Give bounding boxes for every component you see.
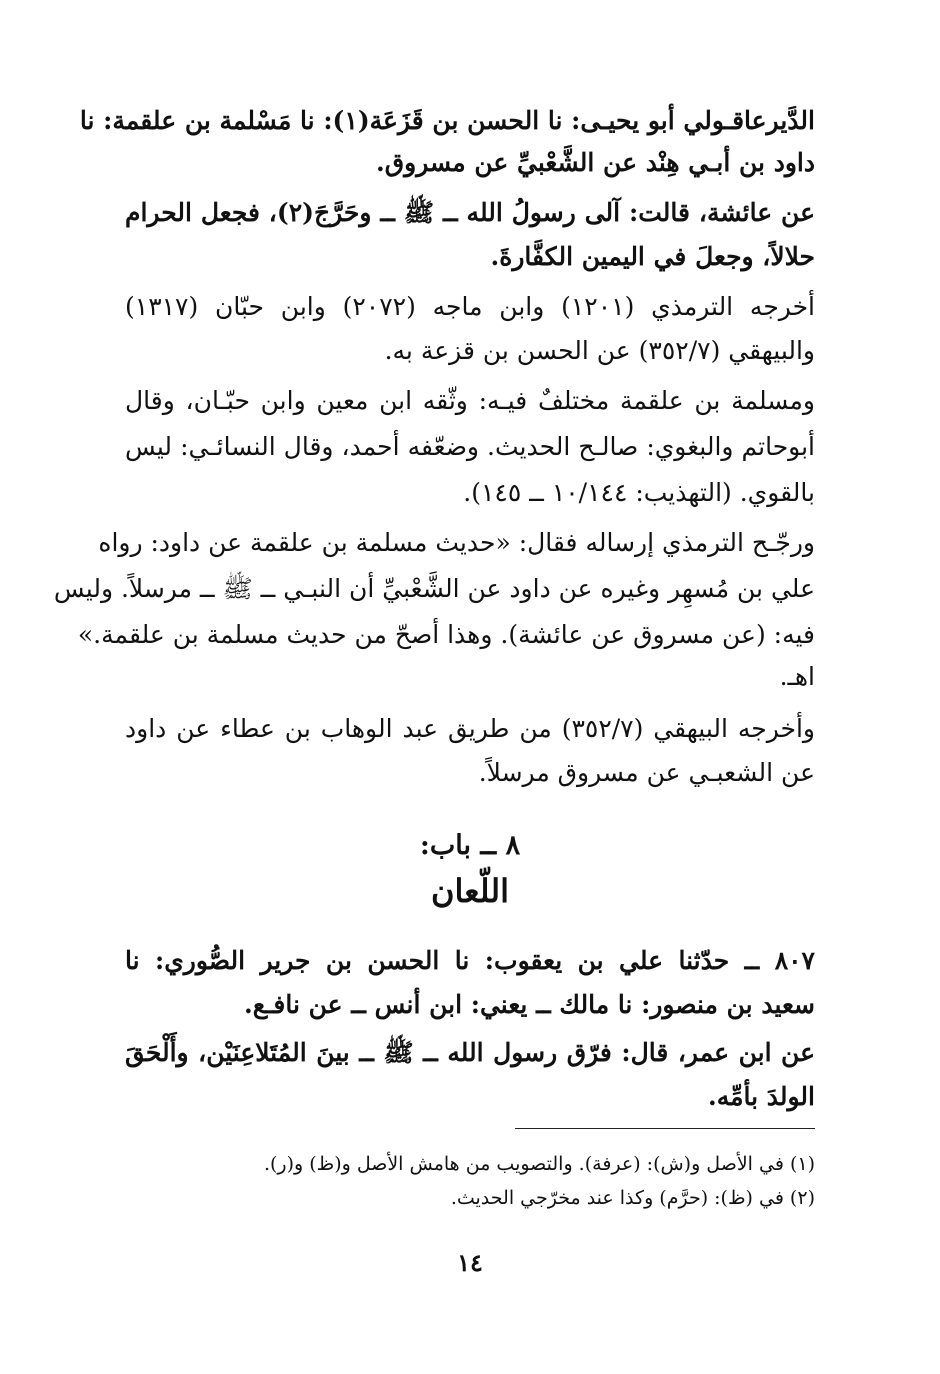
chapter-number: ٨ ــ باب: xyxy=(419,830,521,861)
text-line: ٨٠٧ ــ حدّثنا علي بن يعقوب: نا الحسن بن جرير الصُّوري: نا xyxy=(125,946,815,975)
text-line: الولدَ بأمِّه. xyxy=(708,1082,815,1111)
text-line: اهـ. xyxy=(779,662,815,691)
footnote-divider xyxy=(515,1128,815,1129)
text-line: ومسلمة بن علقمة مختلفٌ فيـه: وثّقه ابن معين وابن حبّـان، وقال xyxy=(125,386,815,415)
text-line: علي بن مُسهِر وغيره عن داود عن الشَّعْبيِّ أن النبـي ــ ﷺ ــ مرسلاً. وليس xyxy=(53,574,815,603)
text-line: وأخرجه البيهقي (٣٥٢/٧) من طريق عبد الوهاب بن عطاء عن داود xyxy=(125,714,815,743)
text-line: ورجّـح الترمذي إرساله فقال: «حديث مسلمة بن علقمة عن داود: رواه xyxy=(98,528,815,557)
text-line: حلالاً، وجعلَ في اليمين الكفَّارةَ. xyxy=(490,242,815,271)
text-line: والبيهقي (٣٥٢/٧) عن الحسن بن قزعة به. xyxy=(384,336,815,365)
footnote: (٢) في (ظ): (حرَّم) وكذا عند مخرّجي الحديث. xyxy=(450,1187,815,1209)
chapter-title: اللّعان xyxy=(431,872,509,910)
text-line: أبوحاتم والبغوي: صالـح الحديث. وضعّفه أحمد، وقال النسائـي: ليس xyxy=(125,432,815,461)
text-line: فيه: (عن مسروق عن عائشة). وهذا أصحّ من حديث مسلمة بن علقمة.» xyxy=(77,620,815,649)
text-line: بالقوي. (التهذيب: ١٠/١٤٤ ــ ١٤٥). xyxy=(463,478,815,507)
page-number: ١٤ xyxy=(457,1248,483,1277)
text-line: داود بن أبـي هِنْد عن الشَّعْبيِّ عن مسروق. xyxy=(376,148,815,177)
text-line: سعيد بن منصور: نا مالك ــ يعني: ابن أنس ــ عن نافـع. xyxy=(244,990,815,1019)
text-line: عن الشعبـي عن مسروق مرسلاً. xyxy=(478,758,815,787)
text-line: عن ابن عمر، قال: فرّق رسول الله ــ ﷺ ــ بينَ المُتَلاعِنَيْن، وأَلْحَقَ xyxy=(125,1038,815,1067)
text-line: الدَّيرعاقـولي أبو يحيـى: نا الحسن بن قَزَعَة(١): نا مَسْلمة بن علقمة: نا xyxy=(79,106,815,135)
footnote: (١) في الأصل و(ش): (عرفة). والتصويب من هامش الأصل و(ظ) و(ر). xyxy=(263,1153,815,1175)
text-line: أخرجه الترمذي (١٢٠١) وابن ماجه (٢٠٧٢) وابن حبّان (١٣١٧) xyxy=(125,292,815,321)
text-line: عن عائشة، قالت: آلى رسولُ الله ــ ﷺ ــ وحَرَّجَ(٢)، فجعل الحرام xyxy=(125,198,815,227)
